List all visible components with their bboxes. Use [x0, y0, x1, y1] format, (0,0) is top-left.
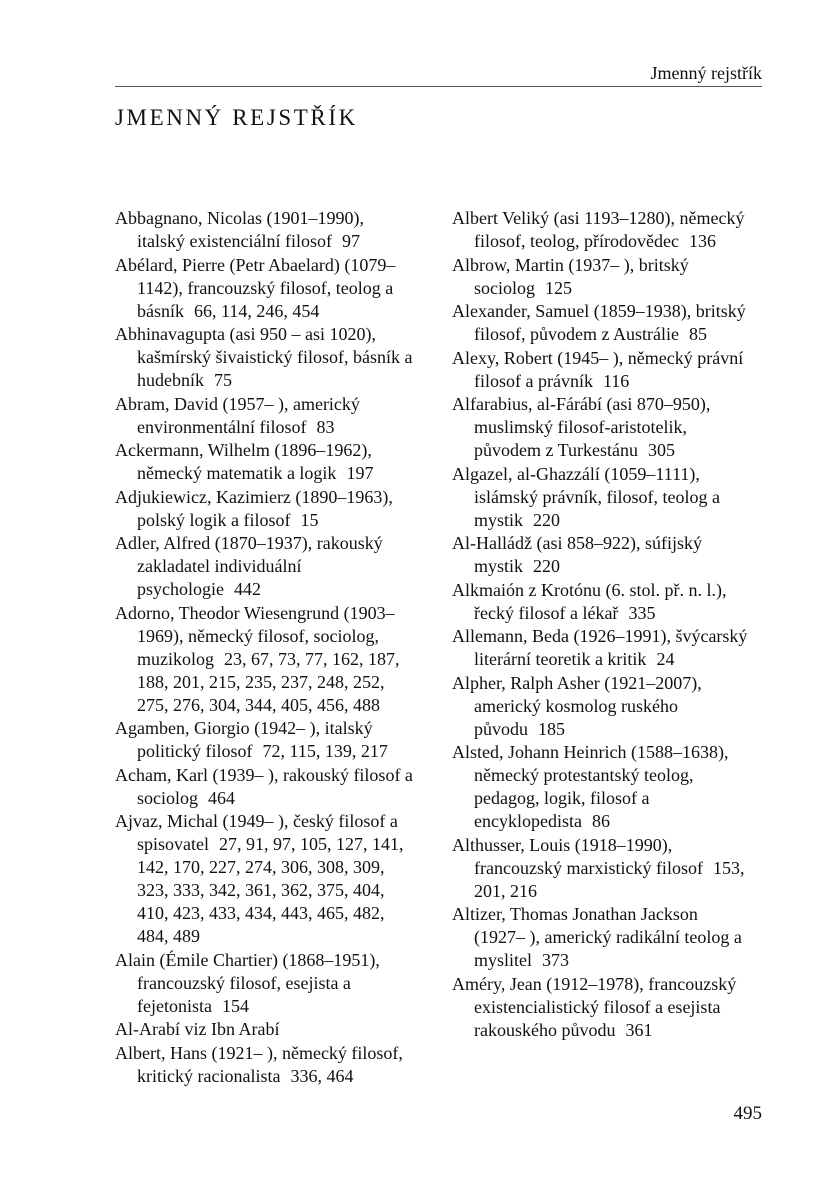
entry-text: Abram, David (1957– ), americký environmentální filosof [115, 393, 360, 437]
entry-text: Algazel, al-Ghazzálí (1059–1111), islámský právník, filosof, teolog a mystik [452, 463, 720, 530]
entry-pages: 86 [591, 811, 610, 831]
index-entry [115, 1042, 415, 1088]
entry-text: Ajvaz, Michal (1949– ), český filosof a spisovatel [115, 811, 398, 854]
entry-text: Adler, Alfred (1870–1937), rakouský zakladatel individuální psychologie [115, 533, 383, 599]
index-entry [452, 579, 752, 625]
entry-text: Améry, Jean (1912–1978), francouzský existencialistický filosof a esejista rakouského původu [452, 973, 737, 1040]
index-entry [115, 717, 415, 763]
entry-text: Abélard, Pierre (Petr Abaelard) (1079–1142), francouzský filosof, teolog a básník [115, 254, 396, 321]
index-entry [452, 463, 752, 532]
entry-pages: 83 [316, 416, 335, 437]
chapter-title: JMENNÝ REJSTŘÍK [115, 105, 358, 130]
entry-text: Alsted, Johann Heinrich (1588–1638), německý protestantský teolog, pedagog, logik, filosof a encyklopedista [452, 742, 729, 831]
entry-pages: 305 [648, 440, 675, 460]
entry-text: Ackermann, Wilhelm (1896–1962), německý matematik a logik [115, 440, 372, 483]
entry-text: Albrow, Martin (1937– ), britský sociolog [452, 254, 689, 298]
entry-pages: 336, 464 [290, 1065, 354, 1086]
index-entry [115, 393, 415, 439]
entry-text: Allemann, Beda (1926–1991), švýcarský literární teoretik a kritik [452, 626, 748, 669]
entry-text: Al-Halládž (asi 858–922), súfijský mystik [452, 533, 702, 576]
entry-pages: 185 [538, 718, 565, 739]
index-entry [115, 949, 415, 1018]
entry-text: Adorno, Theodor Wiesengrund (1903–1969), německý filosof, sociolog, muzikolog [115, 602, 395, 669]
index-entry [115, 1018, 415, 1041]
entry-pages: 442 [234, 579, 261, 599]
entry-text: Alfarabius, al-Fárábí (asi 870–950), muslimský filosof-aristotelik, původem z Turkestánu [452, 394, 711, 460]
index-entry [115, 323, 415, 392]
entry-pages: 23, 67, 73, 77, 162, 187, 188, 201, 215, 235, 237, 248, 252, 275, 276, 304, 344, 405, 456, 488 [137, 648, 400, 715]
page-number: 495 [733, 1103, 762, 1124]
index-entry [452, 903, 752, 972]
entry-text: Alkmaión z Krotónu (6. stol. př. n. l.), řecký filosof a lékař [452, 579, 727, 623]
entry-text: Abhinavagupta (asi 950 – asi 1020), kašmírský šivaistický filosof, básník a hudebník [115, 324, 413, 390]
index-entry [452, 741, 752, 833]
entry-text: Agamben, Giorgio (1942– ), italský politický filosof [115, 718, 373, 761]
entry-text: Acham, Karl (1939– ), rakouský filosof a sociolog [115, 764, 413, 808]
index-entry [452, 393, 752, 462]
index-column-left [115, 207, 415, 1088]
entry-pages: 154 [221, 995, 249, 1016]
index-entry [452, 973, 752, 1042]
entry-text: Albert, Hans (1921– ), německý filosof, kritický racionalista [115, 1042, 403, 1086]
entry-pages: 220 [533, 556, 561, 576]
index-entry [115, 810, 415, 948]
entry-text: Albert Veliký (asi 1193–1280), německý filosof, teolog, přírodovědec [452, 208, 745, 251]
entry-pages: 66, 114, 246, 454 [194, 300, 320, 321]
index-entry [452, 532, 752, 578]
index-entry [452, 625, 752, 671]
running-head: Jmenný rejstřík [650, 63, 762, 83]
index-entry [115, 532, 415, 601]
entry-text: Alain (Émile Chartier) (1868–1951), francouzský filosof, esejista a fejetonista [115, 949, 380, 1016]
entry-pages: 197 [346, 463, 374, 483]
entry-text: Alpher, Ralph Asher (1921–2007), americký kosmolog ruského původu [452, 672, 702, 739]
entry-pages: 116 [602, 370, 630, 391]
index-entry [115, 764, 415, 810]
index-entry [115, 486, 415, 532]
index-entry [452, 300, 752, 346]
entry-text: Altizer, Thomas Jonathan Jackson (1927– ), americký radikální teolog a myslitel [452, 904, 742, 970]
index-entry [452, 254, 752, 300]
entry-pages: 373 [542, 950, 569, 970]
entry-pages: 27, 91, 97, 105, 127, 141, 142, 170, 227, 274, 306, 308, 309, 323, 333, 342, 361, 362, 375, 404, 410, 423, 433, 434, 443, 465, 482, 484, 489 [137, 834, 404, 946]
entry-text: Alexander, Samuel (1859–1938), britský filosof, původem z Austrálie [452, 301, 746, 344]
index-entry [115, 602, 415, 717]
entry-pages: 72, 115, 139, 217 [262, 741, 388, 761]
entry-pages: 75 [214, 370, 232, 390]
entry-text: Alexy, Robert (1945– ), německý právní filosof a právník [452, 347, 744, 391]
entry-text: Abbagnano, Nicolas (1901–1990), italský existenciální filosof [115, 208, 364, 251]
index-column-right [452, 207, 752, 1042]
entry-pages: 97 [341, 231, 360, 251]
header-rule [115, 86, 762, 87]
entry-pages: 85 [688, 324, 707, 344]
entry-pages: 335 [628, 602, 656, 623]
index-entry [452, 672, 752, 741]
index-entry [115, 439, 415, 485]
entry-pages: 24 [656, 649, 675, 669]
entry-pages: 136 [688, 231, 716, 251]
entry-pages: 125 [545, 277, 572, 298]
entry-text: Adjukiewicz, Kazimierz (1890–1963), polský logik a filosof [115, 486, 393, 530]
entry-text: Al-Arabí viz Ibn Arabí [115, 1019, 280, 1039]
index-entry [115, 254, 415, 323]
entry-text: Althusser, Louis (1918–1990), francouzský marxistický filosof [452, 834, 703, 878]
entry-pages: 15 [300, 509, 319, 530]
entry-pages: 361 [625, 1019, 653, 1040]
entry-pages: 153, 201, 216 [474, 857, 745, 901]
entry-pages: 464 [208, 787, 235, 808]
entry-pages: 220 [533, 509, 561, 530]
index-entry [115, 207, 415, 253]
index-entry [452, 207, 752, 253]
index-entry [452, 347, 752, 393]
index-entry [452, 834, 752, 903]
